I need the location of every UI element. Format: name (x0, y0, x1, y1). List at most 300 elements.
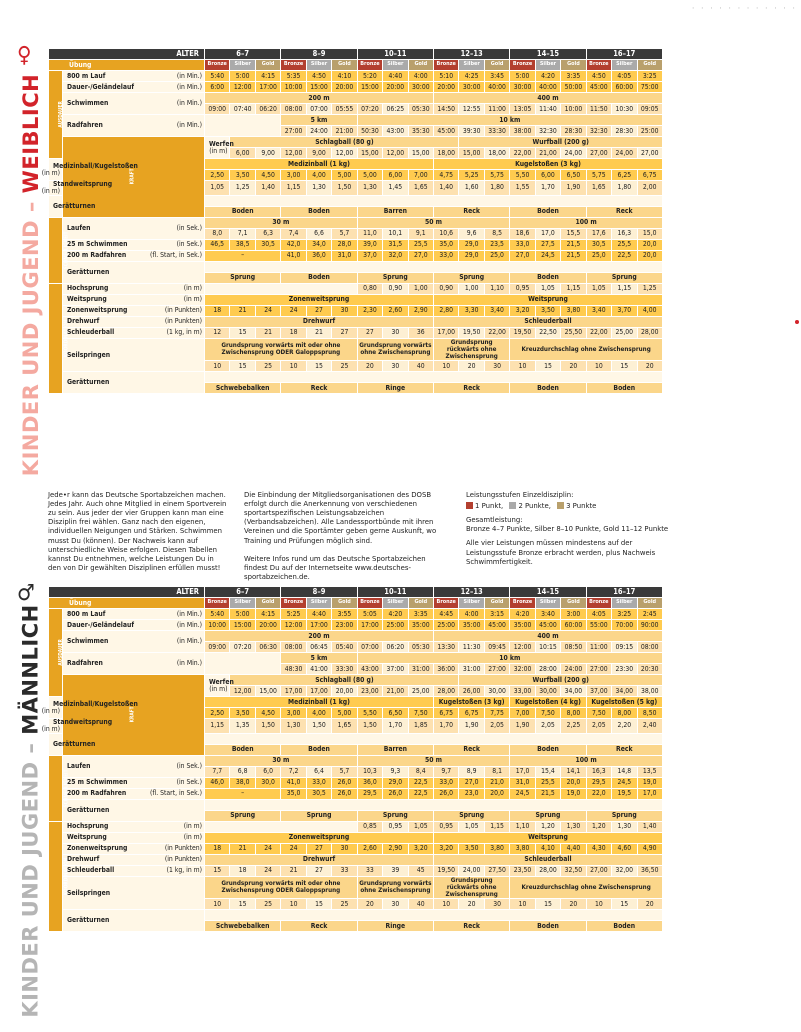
table-cell: Schleuderball (434, 316, 663, 327)
row-unit: (in m) (41, 706, 60, 715)
value-cell: 3,70 (612, 305, 637, 316)
table-row (49, 876, 663, 899)
age-group-header: 14–15 (510, 49, 586, 60)
table-cell: 30 m (205, 217, 358, 228)
value-cell: 20:00 (332, 82, 357, 93)
value-cell: 2,05 (586, 719, 611, 734)
row-label-text: 800 m Lauf (67, 609, 106, 618)
category-label: SCHNELLIGKEIT (64, 231, 70, 270)
level-silber: Silber (383, 598, 408, 609)
value-cell: 31,0 (510, 777, 535, 788)
value-cell: 27,5 (535, 239, 560, 250)
table-cell: Weitsprung (434, 294, 663, 305)
row-label-schleu (63, 865, 205, 876)
value-cell: 75:00 (637, 82, 662, 93)
level-gold: Gold (408, 598, 433, 609)
row-label-dreh (63, 316, 205, 327)
value-cell: 20 (561, 899, 586, 910)
table-row (49, 755, 663, 766)
apparatus-cell: Reck (281, 921, 357, 932)
value-cell: 21,0 (484, 777, 509, 788)
value-cell: 35,0 (281, 788, 306, 799)
value-cell: 40 (408, 899, 433, 910)
value-cell: 46,0 (205, 777, 230, 788)
category-label: SCHNELLIGKEIT (64, 769, 70, 808)
value-cell: 21,5 (561, 239, 586, 250)
row-label-text: Dauer-/Geländelauf (67, 82, 134, 91)
value-cell: 1,60 (459, 181, 484, 196)
category-ausdauer (49, 71, 63, 159)
rope-description: Grundsprung vorwärts mit oder ohne Zwischensprung ODER Galoppsprung (205, 338, 358, 361)
apparatus-cell: Reck (586, 206, 662, 217)
value-cell: 24 (281, 305, 306, 316)
value-cell: 1,40 (255, 181, 280, 196)
age-group-header: 10–11 (357, 49, 433, 60)
value-cell: 09:45 (484, 642, 509, 653)
value-cell: 40:00 (535, 82, 560, 93)
value-cell: 7,75 (484, 708, 509, 719)
value-cell: 1,90 (459, 719, 484, 734)
level-silber: Silber (459, 60, 484, 71)
value-cell: 18 (230, 865, 255, 876)
value-cell: 07:00 (306, 104, 331, 115)
row-label-text: Schleuderball (67, 328, 115, 337)
empty-cell (205, 653, 281, 675)
value-cell: 12:00 (281, 620, 306, 631)
rope-description: Grundsprung vorwärts ohne Zwischensprung (357, 876, 433, 899)
category-label: KOORDINATION (64, 857, 70, 896)
row-label-text: Standweitsprung (53, 718, 113, 726)
value-cell: 28,00 (535, 865, 560, 876)
table-cell: 200 m (205, 93, 434, 104)
table-row (49, 609, 663, 620)
value-cell: 06:20 (255, 104, 280, 115)
row-unit: (in Punkten) (164, 317, 203, 326)
table-row (49, 239, 663, 250)
row-label-schwimmen (63, 631, 205, 653)
value-cell: 10:00 (205, 620, 230, 631)
row-label-stand (41, 180, 113, 196)
row-label-text: Standweitsprung (53, 180, 113, 188)
value-cell: 21,00 (535, 148, 560, 159)
value-cell: 19,0 (637, 777, 662, 788)
value-cell: 20:00 (383, 82, 408, 93)
empty-cell (205, 283, 358, 294)
value-cell: 1,70 (383, 719, 408, 734)
table-row (49, 865, 663, 876)
value-cell: 1,30 (357, 181, 382, 196)
value-cell: 21:00 (332, 126, 357, 137)
male-table (41, 586, 662, 932)
value-cell: 5,50 (510, 170, 535, 181)
value-cell: 17,0 (510, 766, 535, 777)
gesamt-text: Bronze 4–7 Punkte, Silber 8–10 Punkte, Gold 11–12 Punkte (466, 525, 669, 534)
value-cell: 33,0 (434, 250, 459, 261)
value-cell: 28,0 (332, 239, 357, 250)
level-bronze: Bronze (205, 60, 230, 71)
bronze-swatch-icon (466, 502, 473, 509)
row-label-dreh (63, 854, 205, 865)
value-cell: 40 (408, 361, 433, 372)
value-cell: 41,0 (281, 250, 306, 261)
empty-cell (205, 195, 663, 206)
row-label-zone (63, 843, 205, 854)
value-cell: 1,20 (535, 821, 560, 832)
value-cell: 6,50 (383, 708, 408, 719)
value-cell: 25,5 (612, 239, 637, 250)
empty-cell (205, 799, 663, 810)
value-cell: 24 (281, 843, 306, 854)
value-cell: 19,50 (510, 327, 535, 338)
row-label-text: Gerätturnen (67, 916, 110, 925)
value-cell: 8,4 (408, 766, 433, 777)
value-cell: 7,50 (586, 708, 611, 719)
value-cell: 20 (637, 899, 662, 910)
row-unit: (in Min.) (176, 620, 203, 629)
empty-cell (205, 821, 358, 832)
value-cell: 25 (255, 361, 280, 372)
value-cell: 18,00 (484, 148, 509, 159)
table-cell: 50 m (357, 755, 510, 766)
value-cell: 20,0 (637, 239, 662, 250)
value-cell: 5:25 (281, 609, 306, 620)
value-cell: 1,50 (357, 719, 382, 734)
row-label-laufen (63, 755, 205, 777)
row-label-text: Weitsprung (67, 833, 107, 842)
table-row (49, 598, 663, 609)
level-bronze: Bronze (510, 60, 535, 71)
level-silber: Silber (612, 60, 637, 71)
table-cell: Schleuderball (434, 854, 663, 865)
row-label-text: Seilspringen (67, 888, 111, 897)
value-cell: 15,00 (255, 686, 280, 697)
value-cell: 11:30 (459, 642, 484, 653)
value-cell: 17,0 (637, 788, 662, 799)
row-label-text: 200 m Radfahren (67, 789, 127, 798)
level-bronze: Bronze (586, 598, 611, 609)
value-cell: 13:30 (434, 642, 459, 653)
apparatus-cell: Boden (205, 206, 281, 217)
category-label: AUSDAUER (58, 639, 64, 666)
apparatus-cell: Boden (586, 921, 662, 932)
row-unit: (fl. Start, in Sek.) (150, 789, 203, 798)
table-cell: 5 km (281, 115, 357, 126)
value-cell: 3:55 (332, 609, 357, 620)
value-cell: 3,80 (484, 843, 509, 854)
value-cell: 29,5 (357, 788, 382, 799)
value-cell: 32:30 (535, 126, 560, 137)
value-cell: 4:40 (383, 71, 408, 82)
value-cell: 18,00 (434, 148, 459, 159)
row-unit: (in m) (41, 186, 60, 195)
male-title-prefix: KINDER UND JUGEND – (19, 734, 44, 1018)
empty-cell (205, 115, 281, 137)
value-cell: 33,0 (434, 777, 459, 788)
value-cell: 06:20 (383, 642, 408, 653)
gold-swatch-icon (557, 502, 564, 509)
value-cell: 22,5 (408, 788, 433, 799)
value-cell: – (205, 250, 281, 261)
value-cell: 20 (357, 899, 382, 910)
value-cell: 36:00 (434, 664, 459, 675)
value-cell: 3:45 (484, 71, 509, 82)
value-cell: 08:50 (561, 642, 586, 653)
value-cell: 35:00 (459, 620, 484, 631)
value-cell: 5,75 (586, 170, 611, 181)
value-cell: 1,20 (586, 821, 611, 832)
value-cell: 09:15 (612, 642, 637, 653)
value-cell: 28:30 (561, 126, 586, 137)
value-cell: 30,5 (586, 239, 611, 250)
value-cell: 8,1 (484, 766, 509, 777)
table-row (49, 843, 663, 854)
value-cell: 1,00 (459, 283, 484, 294)
value-cell: 1,05 (586, 283, 611, 294)
value-cell: 1,40 (637, 821, 662, 832)
age-group-header: 14–15 (510, 587, 586, 598)
rope-description: Grundsprung vorwärts ohne Zwischensprung (357, 338, 433, 361)
value-cell: 25:00 (434, 620, 459, 631)
value-cell: 4:20 (535, 71, 560, 82)
value-cell: 20,0 (637, 250, 662, 261)
row-label-lauf800 (63, 609, 205, 620)
level-gold: Gold (484, 60, 509, 71)
level-bronze: Bronze (205, 598, 230, 609)
female-title-prefix: KINDER UND JUGEND – (19, 193, 44, 477)
apparatus-cell: Reck (434, 206, 510, 217)
table-row (49, 675, 663, 686)
row-label-turn1 (49, 195, 96, 217)
value-cell: 25,0 (484, 250, 509, 261)
value-cell: 17:00 (255, 82, 280, 93)
value-cell: 1,15 (281, 181, 306, 196)
value-cell: 3,40 (586, 305, 611, 316)
value-cell: 31:00 (408, 664, 433, 675)
table-row (49, 910, 663, 921)
level-silber: Silber (230, 598, 255, 609)
value-cell: 14:50 (434, 104, 459, 115)
value-cell: 12:00 (510, 642, 535, 653)
value-cell: 28,00 (434, 686, 459, 697)
value-cell: 2,05 (535, 719, 560, 734)
level-silber: Silber (612, 598, 637, 609)
value-cell: 34,0 (306, 239, 331, 250)
value-cell: 2,20 (612, 719, 637, 734)
value-cell: 3,80 (561, 305, 586, 316)
value-cell: 1,30 (306, 181, 331, 196)
value-cell: 36,0 (357, 777, 382, 788)
value-cell: 22,00 (510, 148, 535, 159)
value-cell: 24,00 (612, 148, 637, 159)
table-cell: Zonenweitsprung (205, 294, 434, 305)
row-unit: (in Min.) (176, 82, 203, 91)
value-cell: 3:35 (561, 71, 586, 82)
value-cell: 20:00 (255, 620, 280, 631)
value-cell: 22,00 (484, 327, 509, 338)
note-text: Alle vier Leistungen müssen mindestens auf der Leistungsstufe Bronze erbracht werden, plus Nachweis Schwimmfertigkeit. (466, 539, 656, 566)
value-cell: 50:00 (561, 82, 586, 93)
row-label-rad (63, 653, 205, 675)
value-cell: 10:00 (561, 104, 586, 115)
value-cell: 36,50 (637, 865, 662, 876)
level-silber: Silber (230, 60, 255, 71)
value-cell: 25,50 (561, 327, 586, 338)
apparatus-cell: Sprung (434, 272, 510, 283)
value-cell: 20 (459, 361, 484, 372)
value-cell: 15,00 (459, 148, 484, 159)
value-cell: 11:40 (535, 104, 560, 115)
value-cell: 05:40 (332, 642, 357, 653)
table-cell: Kugelstoßen (4 kg) (510, 697, 586, 708)
level-bronze: Bronze (281, 598, 306, 609)
table-cell: Wurfball (200 g) (459, 137, 663, 148)
level-bronze: Bronze (434, 598, 459, 609)
value-cell: 30 (484, 361, 509, 372)
value-cell: 1,00 (408, 283, 433, 294)
value-cell: 7,00 (408, 170, 433, 181)
row-label-text: Schleuderball (67, 866, 115, 875)
value-cell: 90:00 (637, 620, 662, 631)
apparatus-cell: Boden (510, 744, 586, 755)
value-cell: 2,80 (434, 305, 459, 316)
legend-bronze: 1 Punkt, (475, 502, 504, 511)
value-cell: 21,5 (561, 250, 586, 261)
table-row (49, 653, 663, 664)
table-cell: Schlagball (80 g) (230, 137, 459, 148)
value-cell: 1,15 (561, 283, 586, 294)
value-cell: 28:30 (612, 126, 637, 137)
value-cell: 6,8 (230, 766, 255, 777)
value-cell: 4,40 (561, 843, 586, 854)
value-cell: 40:00 (484, 82, 509, 93)
value-cell: 6,50 (561, 170, 586, 181)
table-row (49, 821, 663, 832)
value-cell: 4,60 (612, 843, 637, 854)
row-label-schw25 (63, 777, 205, 788)
value-cell: 33:30 (332, 664, 357, 675)
row-label-text: Gerätturnen (67, 805, 110, 814)
row-unit: (in m) (183, 295, 203, 304)
value-cell: 24,00 (459, 865, 484, 876)
value-cell: 1,05 (408, 821, 433, 832)
value-cell: 3:15 (484, 609, 509, 620)
value-cell: 1,30 (561, 821, 586, 832)
table-row (49, 316, 663, 327)
table-row (49, 49, 663, 60)
apparatus-cell: Boden (510, 206, 586, 217)
value-cell: 10 (281, 899, 306, 910)
apparatus-cell: Sprung (205, 810, 281, 821)
male-title-main: MÄNNLICH (19, 604, 44, 735)
row-unit: (in m) (209, 684, 228, 693)
value-cell: 4:45 (434, 609, 459, 620)
category-label: AUSDAUER (58, 101, 64, 128)
value-cell: 10:00 (281, 82, 306, 93)
value-cell: 25 (332, 899, 357, 910)
value-cell: 7,50 (535, 708, 560, 719)
empty-cell (205, 910, 663, 921)
value-cell: 33,0 (306, 777, 331, 788)
value-cell: 3,40 (484, 305, 509, 316)
value-cell: 55:00 (586, 620, 611, 631)
value-cell: 30 (383, 899, 408, 910)
dosb-paragraph: Die Einbindung der Mitgliedsorganisationen des DOSB erfolgt durch die Anerkennung von verschiedenen sportartspezifischen Leistungsabzeichen (Verbandsabzeichen). Alle Landessportbünde mit ihren Vereinen und die Sportämter geben gerne Auskunft, wo Training und Prüfungen möglich sind. (244, 491, 437, 545)
value-cell: 21,5 (535, 788, 560, 799)
apparatus-cell: Reck (434, 383, 510, 394)
row-unit: (1 kg, in m) (166, 328, 203, 337)
value-cell: 6,00 (535, 170, 560, 181)
value-cell: 6,6 (306, 228, 331, 239)
value-cell: 32:00 (510, 664, 535, 675)
value-cell: 6,75 (637, 170, 662, 181)
age-group-header: 10–11 (357, 587, 433, 598)
value-cell: 1,10 (510, 821, 535, 832)
value-cell: 21 (306, 327, 331, 338)
level-silber: Silber (306, 598, 331, 609)
value-cell: 4:15 (255, 609, 280, 620)
value-cell: 15 (612, 361, 637, 372)
value-cell: 10:15 (535, 642, 560, 653)
value-cell: 39 (383, 865, 408, 876)
row-label-schleu (63, 327, 205, 338)
value-cell: 25,00 (408, 686, 433, 697)
value-cell: 1,80 (484, 181, 509, 196)
table-cell: Medizinball (1 kg) (205, 697, 434, 708)
apparatus-cell: Sprung (281, 810, 357, 821)
row-unit: (in Min.) (176, 609, 203, 618)
value-cell: 7,50 (408, 708, 433, 719)
value-cell: 6,25 (612, 170, 637, 181)
value-cell: 35:00 (408, 620, 433, 631)
level-gold: Gold (332, 60, 357, 71)
value-cell: 15 (230, 361, 255, 372)
value-cell: 1,90 (510, 719, 535, 734)
value-cell: 21 (255, 327, 280, 338)
value-cell: 24 (255, 305, 280, 316)
value-cell: 27 (306, 305, 331, 316)
apparatus-cell: Sprung (434, 810, 510, 821)
value-cell: 23,0 (459, 788, 484, 799)
apparatus-cell: Sprung (357, 272, 433, 283)
value-cell: 12,00 (383, 148, 408, 159)
value-cell: 0,80 (357, 283, 382, 294)
table-cell: Wurfball (200 g) (459, 675, 663, 686)
value-cell: 21 (230, 305, 255, 316)
value-cell: 1,50 (332, 181, 357, 196)
value-cell: 1,15 (205, 719, 230, 734)
value-cell: 5,00 (332, 708, 357, 719)
levels-title: Leistungsstufen Einzeldisziplin: (466, 491, 574, 499)
level-bronze: Bronze (510, 598, 535, 609)
value-cell: 13:05 (510, 104, 535, 115)
value-cell: 5,75 (484, 170, 509, 181)
value-cell: 24:00 (561, 664, 586, 675)
row-label-text: Laufen (67, 761, 91, 770)
value-cell: 6,00 (230, 148, 255, 159)
value-cell: 06:30 (255, 642, 280, 653)
value-cell: 07:20 (357, 104, 382, 115)
value-cell: 4:10 (332, 71, 357, 82)
value-cell: 17,00 (281, 686, 306, 697)
value-cell: 5:40 (205, 609, 230, 620)
value-cell: 9,00 (306, 148, 331, 159)
value-cell: 15,4 (535, 766, 560, 777)
table-row (49, 372, 663, 383)
row-unit: (in Min.) (176, 99, 203, 108)
value-cell: 0,95 (383, 821, 408, 832)
value-cell: 27,50 (484, 865, 509, 876)
value-cell: 15:00 (357, 82, 382, 93)
